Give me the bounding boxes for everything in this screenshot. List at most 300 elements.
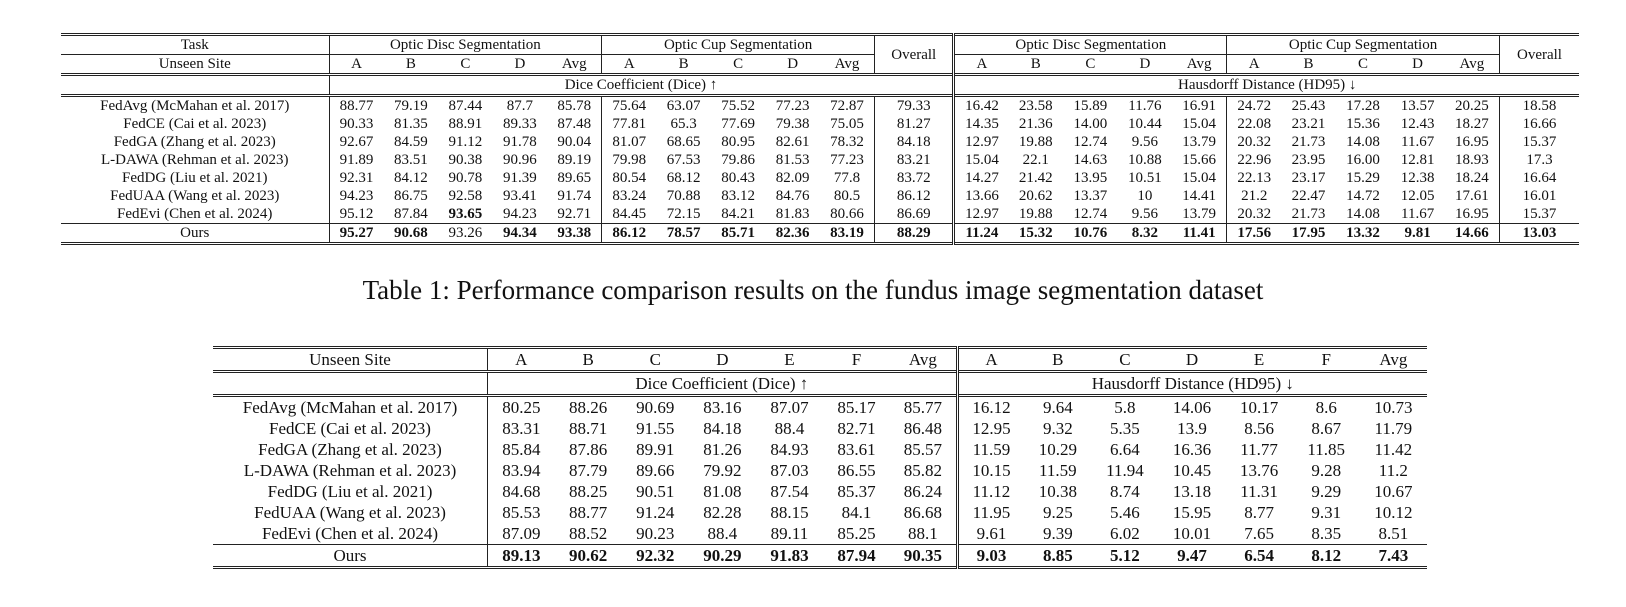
value-cell: 11.77 [1240, 440, 1278, 459]
value-cell: 13.66 [954, 187, 1009, 205]
value-cell: 11.12 [957, 481, 1024, 502]
value-cell: 83.31 [488, 418, 555, 439]
table-1-body [61, 96, 1579, 244]
value-cell: 22.1 [1022, 152, 1049, 168]
value-cell: 90.69 [636, 398, 675, 417]
value-cell: 14.63 [1073, 152, 1108, 168]
value-cell: 79.38 [775, 116, 810, 132]
value-cell: 77.23 [775, 98, 810, 114]
value-cell: 93.26 [448, 225, 483, 241]
second-results-table [213, 346, 1427, 569]
value-cell: 5.8 [1114, 398, 1136, 417]
value-cell: 15.95 [1172, 503, 1212, 522]
col-header: C [1119, 350, 1131, 369]
method-name: FedGA (Zhang et al. 2023) [258, 440, 442, 459]
value-cell: 23.58 [1018, 98, 1053, 114]
value-cell: 8.6 [1315, 398, 1337, 417]
method-name: FedAvg (McMahan et al. 2017) [100, 98, 290, 114]
col-header: E [784, 350, 795, 369]
header-dice-disc: Optic Disc Segmentation [329, 35, 602, 55]
value-cell: 16.42 [954, 96, 1009, 116]
value-cell: 15.36 [1346, 116, 1380, 132]
value-cell: 89.66 [636, 461, 675, 480]
value-cell: 88.26 [569, 398, 608, 417]
value-cell: 20.25 [1455, 98, 1489, 114]
value-cell: 88.91 [448, 116, 483, 132]
value-cell: 14.66 [1455, 225, 1489, 241]
value-cell: 6.02 [1110, 524, 1140, 543]
value-cell: 88.29 [875, 224, 954, 244]
value-cell: 15.89 [1073, 98, 1108, 114]
value-cell: 8.12 [1311, 546, 1342, 565]
value-cell: 72.87 [830, 98, 864, 114]
value-cell: 82.28 [703, 503, 742, 522]
col-header: D [716, 350, 729, 369]
value-cell: 83.72 [875, 169, 954, 187]
value-cell: 19.88 [1018, 134, 1053, 150]
method-name: FedEvi (Chen et al. 2024) [261, 524, 439, 543]
value-cell: 5.35 [1110, 419, 1140, 438]
value-cell: 10.17 [1239, 398, 1279, 417]
method-name: FedEvi (Chen et al. 2024) [117, 206, 273, 222]
value-cell: 10.01 [1172, 524, 1212, 543]
value-cell: 9.32 [1042, 419, 1073, 438]
value-cell: 79.98 [602, 151, 657, 169]
value-cell: 12.43 [1400, 116, 1435, 132]
value-cell: 24.72 [1227, 96, 1282, 116]
value-cell: 92.58 [448, 188, 483, 204]
col-header: B [1281, 55, 1336, 75]
value-cell: 88.25 [569, 482, 608, 501]
value-cell: 15.04 [1182, 170, 1217, 186]
table-row [213, 439, 1427, 460]
value-cell: 84.93 [770, 440, 809, 459]
value-cell: 8.56 [1244, 419, 1274, 438]
value-cell: 16.01 [1499, 187, 1579, 205]
value-cell: 84.21 [721, 206, 755, 222]
value-cell: 7.65 [1244, 524, 1274, 543]
value-cell: 90.23 [636, 524, 675, 543]
value-cell: 91.39 [503, 170, 537, 186]
value-cell: 21.36 [1018, 116, 1053, 132]
table-row [61, 96, 1579, 116]
value-cell: 11.31 [1240, 482, 1278, 501]
value-cell: 12.38 [1400, 170, 1435, 186]
value-cell: 85.57 [903, 440, 942, 459]
value-cell: 80.66 [830, 206, 864, 222]
col-header: F [1321, 350, 1331, 369]
value-cell: 12.97 [954, 133, 1009, 151]
value-cell: 84.68 [488, 481, 555, 502]
value-cell: 21.2 [1227, 187, 1282, 205]
value-cell: 12.74 [1073, 206, 1108, 222]
method-name: FedUAA (Wang et al. 2023) [110, 188, 280, 204]
value-cell: 17.3 [1499, 151, 1579, 169]
value-cell: 89.11 [770, 524, 809, 543]
value-cell: 77.8 [833, 170, 861, 186]
value-cell: 13.57 [1400, 98, 1435, 114]
value-cell: 85.82 [903, 461, 942, 480]
value-cell: 14.72 [1346, 188, 1380, 204]
value-cell: 85.78 [557, 98, 592, 114]
metric-dice-header: Dice Coefficient (Dice) ↑ [488, 372, 958, 396]
value-cell: 15.04 [954, 151, 1009, 169]
value-cell: 14.00 [1073, 116, 1108, 132]
table-1 [61, 33, 1579, 245]
value-cell: 82.61 [775, 134, 810, 150]
value-cell: 12.95 [957, 418, 1024, 439]
value-cell: 88.4 [774, 419, 805, 438]
header-dice-cup: Optic Cup Segmentation [602, 35, 875, 55]
value-cell: 80.25 [488, 396, 555, 419]
value-cell: 95.12 [329, 205, 384, 224]
col-header: C [438, 55, 493, 75]
value-cell: 20.62 [1018, 188, 1053, 204]
value-cell: 93.41 [503, 188, 537, 204]
method-name: FedUAA (Wang et al. 2023) [254, 503, 446, 522]
value-cell: 87.7 [506, 98, 534, 114]
value-cell: 6.54 [1244, 546, 1274, 565]
value-cell: 93.65 [448, 206, 483, 222]
value-cell: 13.37 [1073, 188, 1108, 204]
value-cell: 79.19 [393, 98, 428, 114]
value-cell: 11.95 [957, 502, 1024, 523]
value-cell: 23.17 [1291, 170, 1326, 186]
value-cell: 75.64 [602, 96, 657, 116]
col-header: Avg [1445, 55, 1500, 75]
value-cell: 86.75 [393, 188, 428, 204]
value-cell: 85.25 [837, 524, 876, 543]
col-header: A [602, 55, 657, 75]
value-cell: 13.9 [1177, 419, 1207, 438]
col-header: Avg [1172, 55, 1227, 75]
value-cell: 87.54 [770, 482, 809, 501]
value-cell: 81.07 [602, 133, 657, 151]
value-cell: 11.79 [1374, 419, 1413, 438]
metric-hd95-header: Hausdorff Distance (HD95) ↓ [954, 75, 1579, 96]
col-header: C [1063, 55, 1118, 75]
value-cell: 87.86 [569, 440, 608, 459]
value-cell: 75.52 [721, 98, 755, 114]
value-cell: 86.24 [903, 482, 942, 501]
value-cell: 86.69 [875, 205, 954, 224]
value-cell: 13.32 [1346, 225, 1380, 241]
value-cell: 94.34 [503, 225, 537, 241]
value-cell: 11.67 [1401, 206, 1435, 222]
col-header: A [954, 55, 1009, 75]
value-cell: 77.69 [721, 116, 755, 132]
value-cell: 14.08 [1346, 134, 1380, 150]
method-name: FedDG (Liu et al. 2021) [122, 170, 268, 186]
value-cell: 80.43 [721, 170, 755, 186]
value-cell: 86.55 [837, 461, 876, 480]
value-cell: 91.89 [329, 151, 384, 169]
value-cell: 18.93 [1455, 152, 1489, 168]
value-cell: 15.37 [1499, 205, 1579, 224]
value-cell: 85.71 [721, 225, 755, 241]
value-cell: 88.15 [770, 503, 809, 522]
method-name: FedCE (Cai et al. 2023) [123, 116, 267, 132]
header-hd-disc: Optic Disc Segmentation [954, 35, 1227, 55]
value-cell: 78.57 [666, 225, 701, 241]
value-cell: 8.67 [1311, 419, 1342, 438]
value-cell: 77.81 [602, 115, 657, 133]
value-cell: 8.35 [1311, 524, 1342, 543]
table-row [213, 502, 1427, 523]
value-cell: 89.65 [557, 170, 592, 186]
value-cell: 81.35 [393, 116, 428, 132]
col-header: C [711, 55, 766, 75]
value-cell: 16.64 [1499, 169, 1579, 187]
value-cell: 77.23 [830, 152, 864, 168]
value-cell: 11.41 [1182, 225, 1216, 241]
value-cell: 85.17 [837, 398, 876, 417]
metric-hd95-header: Hausdorff Distance (HD95) ↓ [957, 372, 1427, 396]
value-cell: 8.85 [1042, 546, 1073, 565]
col-header: C [649, 350, 661, 369]
value-cell: 23.95 [1291, 152, 1326, 168]
table-row [213, 481, 1427, 502]
value-cell: 81.08 [703, 482, 742, 501]
value-cell: 10.44 [1127, 116, 1162, 132]
col-header: A [957, 348, 1024, 372]
value-cell: 88.1 [908, 524, 938, 543]
value-cell: 15.29 [1346, 170, 1380, 186]
value-cell: 94.23 [503, 206, 537, 222]
value-cell: 90.68 [393, 225, 428, 241]
value-cell: 14.41 [1182, 188, 1217, 204]
table-row [213, 545, 1427, 568]
table-2-body [213, 396, 1427, 568]
value-cell: 81.53 [775, 152, 810, 168]
value-cell: 13.79 [1182, 134, 1217, 150]
value-cell: 86.12 [602, 224, 657, 244]
value-cell: 83.51 [393, 152, 428, 168]
value-cell: 10.51 [1127, 170, 1162, 186]
table-row [61, 151, 1579, 169]
value-cell: 84.1 [841, 503, 872, 522]
value-cell: 91.55 [636, 419, 675, 438]
value-cell: 15.04 [1182, 116, 1217, 132]
value-cell: 15.37 [1499, 133, 1579, 151]
value-cell: 9.56 [1131, 134, 1158, 150]
value-cell: 82.71 [837, 419, 876, 438]
value-cell: 94.23 [329, 187, 384, 205]
value-cell: 9.64 [1042, 398, 1073, 417]
value-cell: 92.32 [636, 546, 675, 565]
method-name: L-DAWA (Rehman et al. 2023) [101, 152, 289, 168]
table-row [61, 224, 1579, 244]
value-cell: 75.05 [830, 116, 864, 132]
value-cell: 9.03 [957, 545, 1024, 568]
value-cell: 20.32 [1227, 133, 1282, 151]
value-cell: 87.84 [393, 206, 428, 222]
value-cell: 72.15 [666, 206, 701, 222]
col-header: B [1052, 350, 1064, 369]
value-cell: 68.65 [666, 134, 701, 150]
value-cell: 22.08 [1227, 115, 1282, 133]
unseen-site-header: Unseen Site [61, 55, 329, 75]
value-cell: 87.07 [770, 398, 809, 417]
value-cell: 91.83 [770, 546, 809, 565]
value-cell: 17.61 [1455, 188, 1489, 204]
value-cell: 21.42 [1018, 170, 1053, 186]
value-cell: 80.54 [602, 169, 657, 187]
value-cell: 9.29 [1311, 482, 1342, 501]
value-cell: 21.73 [1291, 134, 1326, 150]
value-cell: 9.81 [1404, 225, 1431, 241]
value-cell: 8.51 [1378, 524, 1409, 543]
value-cell: 15.66 [1182, 152, 1217, 168]
value-cell: 87.03 [770, 461, 809, 480]
value-cell: 10.88 [1127, 152, 1162, 168]
value-cell: 18.24 [1455, 170, 1489, 186]
value-cell: 82.09 [775, 170, 810, 186]
value-cell: 11.42 [1374, 440, 1413, 459]
value-cell: 84.76 [775, 188, 810, 204]
value-cell: 9.31 [1311, 503, 1342, 522]
value-cell: 25.43 [1291, 98, 1326, 114]
value-cell: 88.4 [707, 524, 738, 543]
value-cell: 15.32 [1018, 225, 1053, 241]
value-cell: 90.51 [636, 482, 675, 501]
method-name: FedAvg (McMahan et al. 2017) [242, 398, 458, 417]
value-cell: 21.73 [1291, 206, 1326, 222]
value-cell: 22.47 [1291, 188, 1326, 204]
value-cell: 10.45 [1172, 461, 1212, 480]
value-cell: 17.56 [1227, 224, 1282, 244]
value-cell: 86.48 [903, 419, 942, 438]
value-cell: 80.5 [833, 188, 861, 204]
method-name: FedCE (Cai et al. 2023) [269, 419, 431, 438]
value-cell: 63.07 [666, 98, 701, 114]
value-cell: 83.21 [875, 151, 954, 169]
col-header: B [582, 350, 594, 369]
value-cell: 95.27 [329, 224, 384, 244]
unseen-site-header: Unseen Site [309, 350, 391, 369]
value-cell: 90.96 [503, 152, 537, 168]
value-cell: 82.36 [775, 225, 810, 241]
method-name: FedDG (Liu et al. 2021) [267, 482, 433, 501]
value-cell: 68.12 [666, 170, 701, 186]
col-header: B [656, 55, 711, 75]
value-cell: 11.59 [1039, 461, 1077, 480]
value-cell: 6.64 [1110, 440, 1140, 459]
value-cell: 83.94 [488, 460, 555, 481]
value-cell: 17.28 [1346, 98, 1380, 114]
value-cell: 9.47 [1177, 546, 1207, 565]
col-header: F [851, 350, 862, 369]
value-cell: 16.91 [1182, 98, 1217, 114]
value-cell: 9.61 [957, 523, 1024, 545]
value-cell: 10 [1137, 188, 1153, 204]
value-cell: 67.53 [666, 152, 701, 168]
value-cell: 83.19 [830, 225, 864, 241]
value-cell: 78.32 [830, 134, 864, 150]
col-header: Avg [820, 55, 875, 75]
table-row [61, 169, 1579, 187]
value-cell: 84.59 [393, 134, 428, 150]
header-dice-overall: Overall [875, 35, 954, 75]
value-cell: 5.46 [1110, 503, 1140, 522]
value-cell: 16.95 [1455, 206, 1489, 222]
value-cell: 91.74 [557, 188, 592, 204]
value-cell: 13.03 [1499, 224, 1579, 244]
value-cell: 11.24 [954, 224, 1009, 244]
value-cell: 83.16 [703, 398, 742, 417]
value-cell: 10.12 [1374, 503, 1413, 522]
value-cell: 88.71 [569, 419, 608, 438]
table-row [61, 205, 1579, 224]
value-cell: 87.94 [837, 546, 876, 565]
value-cell: 90.04 [557, 134, 592, 150]
method-name: FedGA (Zhang et al. 2023) [113, 134, 276, 150]
col-header: A [1227, 55, 1282, 75]
value-cell: 11.94 [1106, 461, 1144, 480]
value-cell: 70.88 [666, 188, 701, 204]
header-hd-cup: Optic Cup Segmentation [1227, 35, 1500, 55]
value-cell: 19.88 [1018, 206, 1053, 222]
value-cell: 22.96 [1227, 151, 1282, 169]
value-cell: 90.35 [903, 546, 942, 565]
value-cell: 9.25 [1042, 503, 1073, 522]
value-cell: 87.44 [448, 98, 483, 114]
value-cell: 16.95 [1455, 134, 1489, 150]
value-cell: 84.18 [875, 133, 954, 151]
value-cell: 10.29 [1038, 440, 1077, 459]
value-cell: 86.68 [903, 503, 942, 522]
method-name: Ours [333, 546, 367, 565]
col-header: D [493, 55, 548, 75]
value-cell: 88.77 [329, 96, 384, 116]
value-cell: 92.67 [329, 133, 384, 151]
value-cell: 79.86 [721, 152, 755, 168]
col-header: B [384, 55, 439, 75]
table-row [213, 418, 1427, 439]
metric-spacer [61, 75, 329, 96]
value-cell: 18.58 [1499, 96, 1579, 116]
value-cell: 9.56 [1131, 206, 1158, 222]
value-cell: 16.00 [1346, 152, 1380, 168]
value-cell: 92.31 [329, 169, 384, 187]
table-row [213, 523, 1427, 545]
table-row [213, 396, 1427, 419]
value-cell: 89.91 [636, 440, 675, 459]
value-cell: 79.33 [875, 96, 954, 116]
value-cell: 90.29 [703, 546, 742, 565]
value-cell: 16.66 [1499, 115, 1579, 133]
value-cell: 91.12 [448, 134, 483, 150]
value-cell: 89.19 [557, 152, 592, 168]
value-cell: 11.67 [1401, 134, 1435, 150]
value-cell: 85.84 [488, 439, 555, 460]
value-cell: 8.77 [1244, 503, 1274, 522]
value-cell: 10.73 [1374, 398, 1413, 417]
value-cell: 22.13 [1227, 169, 1282, 187]
value-cell: 11.76 [1128, 98, 1162, 114]
value-cell: 83.24 [602, 187, 657, 205]
value-cell: 16.12 [957, 396, 1024, 419]
value-cell: 14.27 [954, 169, 1009, 187]
value-cell: 81.26 [703, 440, 742, 459]
value-cell: 90.78 [448, 170, 483, 186]
col-header: A [488, 348, 555, 372]
value-cell: 80.95 [721, 134, 755, 150]
value-cell: 10.15 [957, 460, 1024, 481]
value-cell: 87.79 [569, 461, 608, 480]
value-cell: 88.52 [569, 524, 608, 543]
table-row [61, 115, 1579, 133]
